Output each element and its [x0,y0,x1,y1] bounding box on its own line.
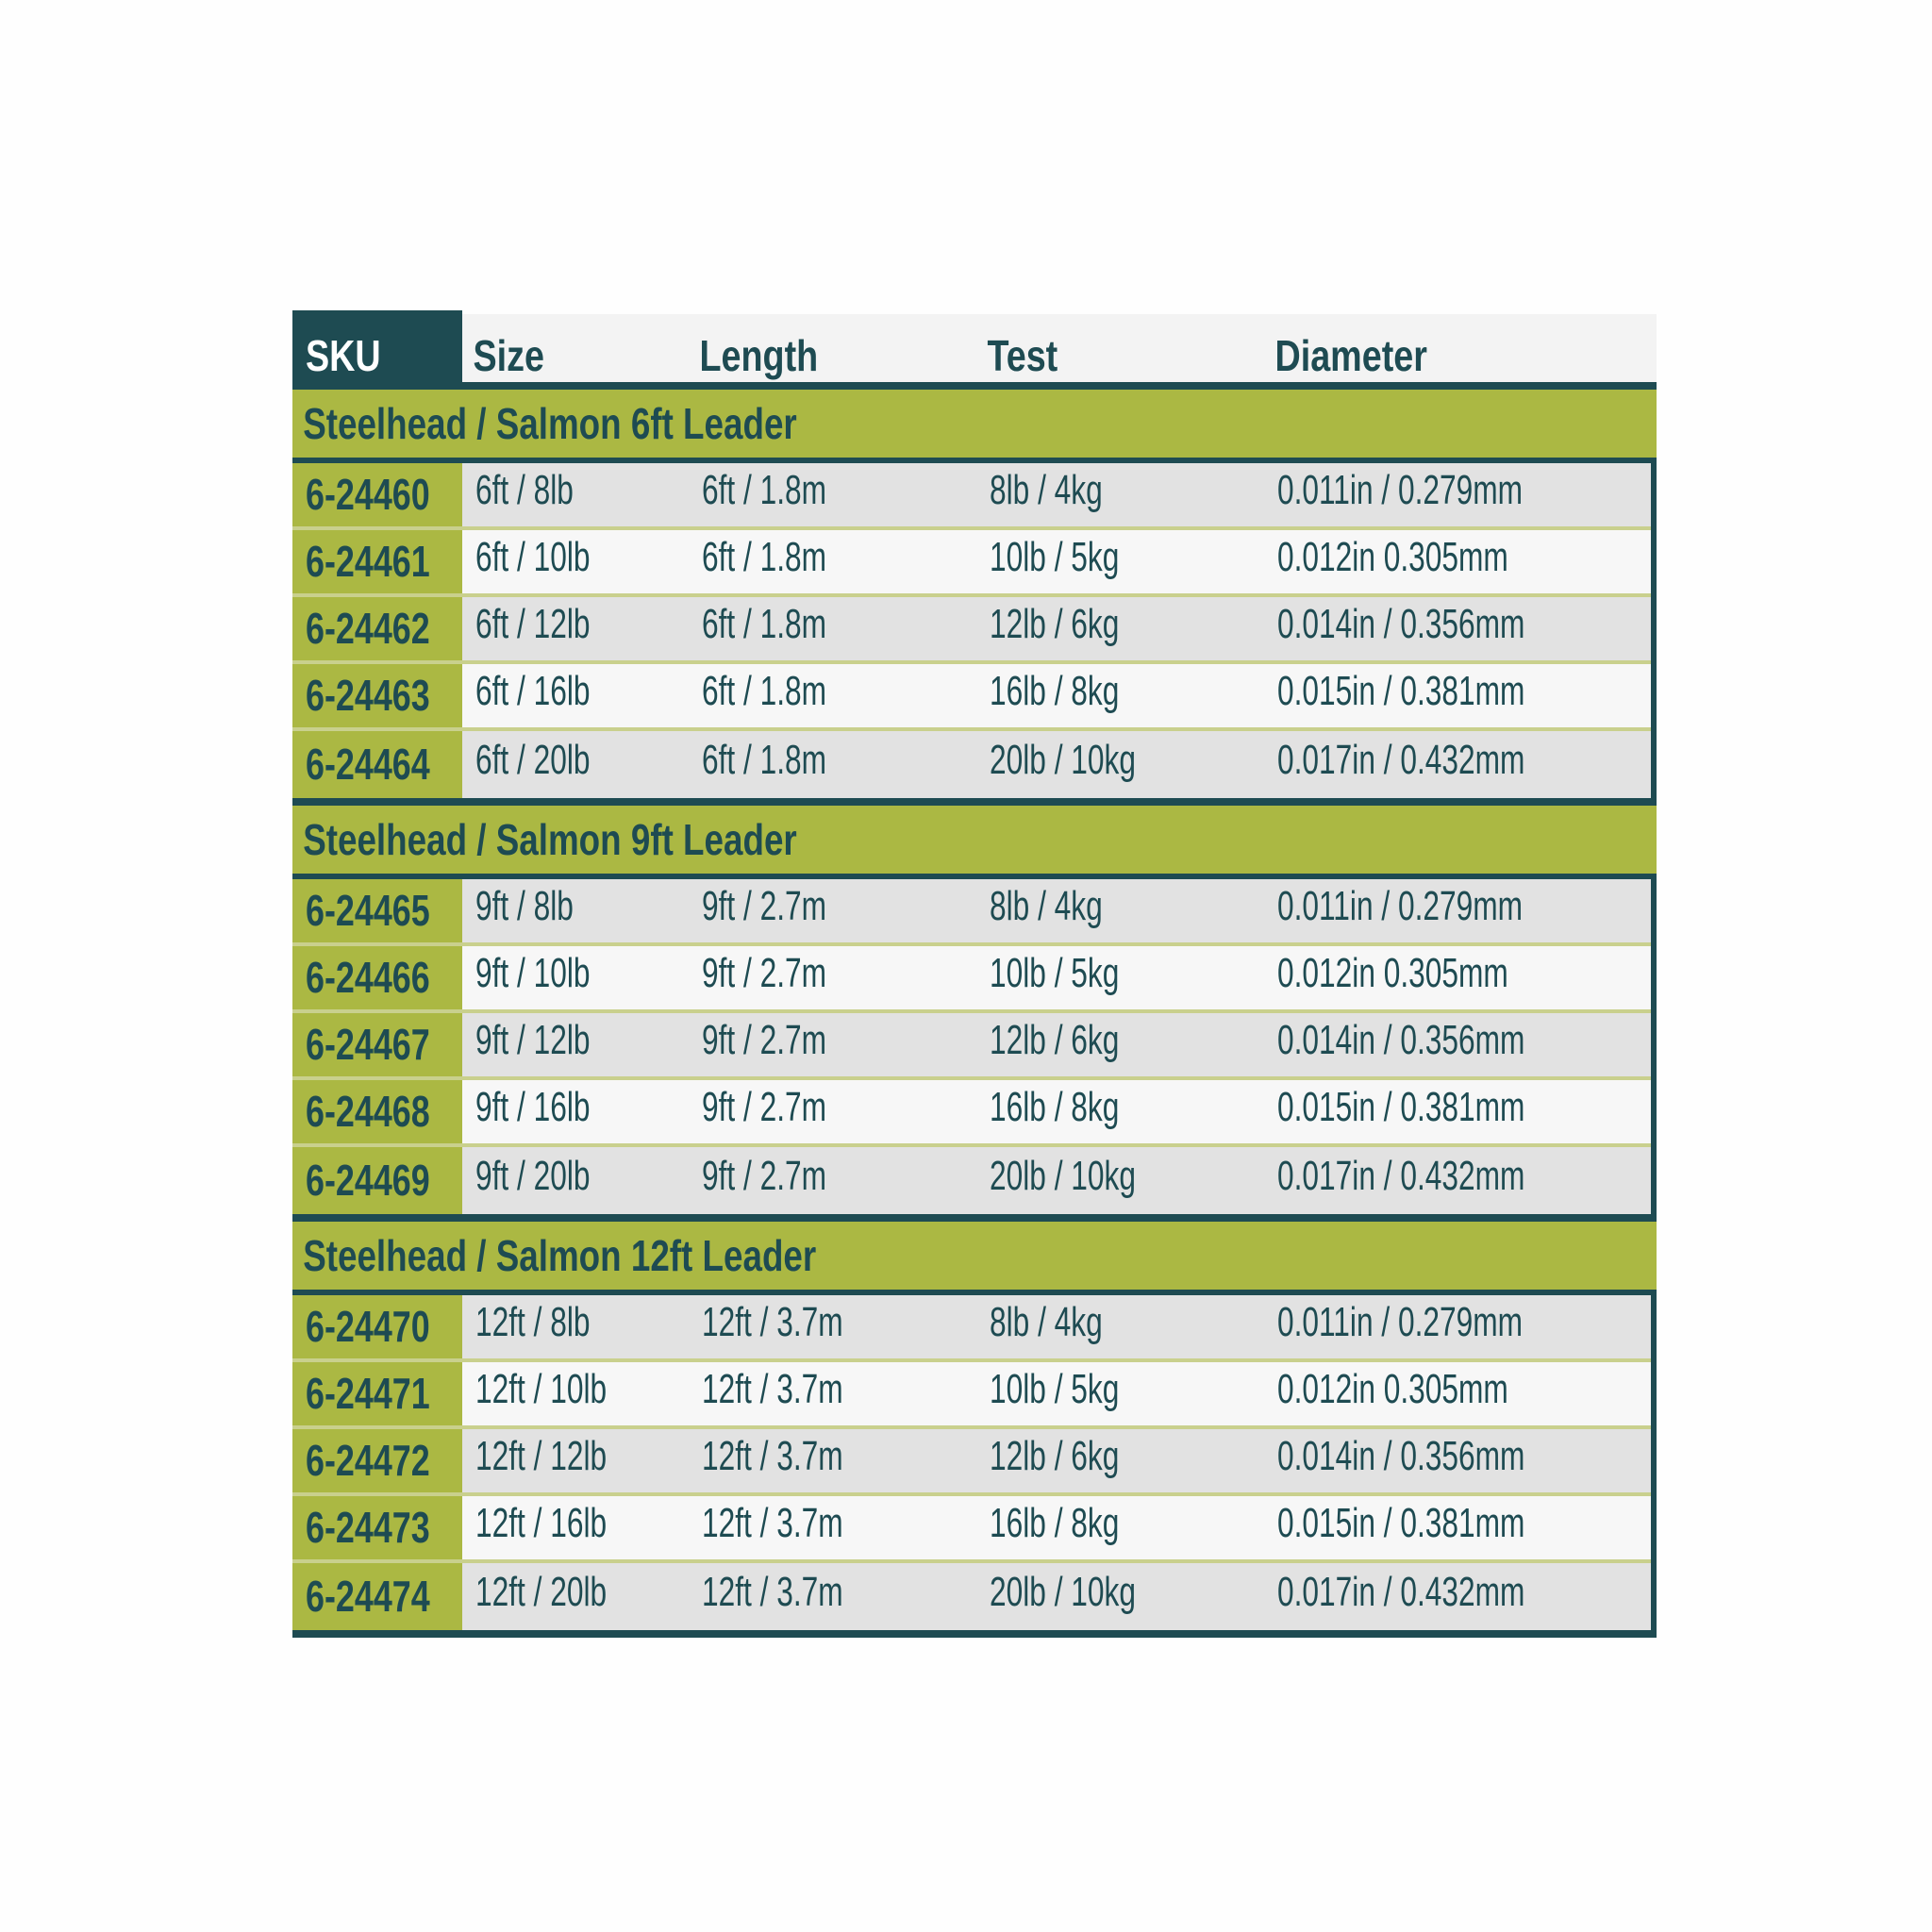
test-cell [976,658,1264,734]
sku-cell-text: 6-24462 [306,604,430,653]
diameter-cell [1264,1490,1651,1566]
length-cell-text: 12ft / 3.7m [702,1433,843,1479]
length-cell-text: 9ft / 2.7m [702,1084,827,1130]
length-cell [689,524,976,600]
test-cell [976,940,1264,1016]
diameter-cell [1264,873,1651,949]
sku-cell [292,463,462,526]
sku-cell [292,597,462,660]
diameter-cell-text: 0.017in / 0.432mm [1277,1569,1525,1615]
length-cell-text: 6ft / 1.8m [702,601,827,647]
table-row [292,1362,1651,1429]
test-cell [976,1074,1264,1150]
header-size: Size [473,331,544,380]
test-cell-text: 16lb / 8kg [990,1500,1120,1546]
length-cell [689,726,976,803]
length-cell-text: 12ft / 3.7m [702,1500,843,1546]
size-cell [462,1142,689,1219]
test-cell [976,726,1264,803]
header-diameter: Diameter [1274,331,1427,380]
test-cell-text: 12lb / 6kg [990,1433,1120,1479]
table-row [292,597,1651,664]
length-cell [689,1490,976,1566]
sku-cell-text: 6-24472 [306,1436,430,1485]
diameter-cell [1264,726,1651,803]
table-row [292,879,1651,946]
sku-cell [292,1496,462,1559]
size-cell [462,1490,689,1566]
size-cell [462,1558,689,1635]
table-body [292,390,1657,1638]
size-cell-text: 6ft / 20lb [475,737,591,783]
sku-cell [292,530,462,593]
diameter-cell [1264,591,1651,667]
size-cell [462,940,689,1016]
table-row [292,463,1651,530]
section-header [292,806,1657,879]
sku-cell-text: 6-24465 [306,886,430,935]
section-header [292,1222,1657,1295]
diameter-cell [1264,658,1651,734]
diameter-cell [1264,1356,1651,1432]
length-cell [689,1423,976,1499]
size-cell-text: 12ft / 12lb [475,1433,608,1479]
sku-cell-text: 6-24466 [306,953,430,1002]
size-cell [462,1423,689,1499]
size-cell-text: 6ft / 10lb [475,534,591,580]
size-cell [462,1356,689,1432]
diameter-cell-text: 0.014in / 0.356mm [1277,1017,1525,1063]
diameter-cell [1264,1289,1651,1365]
sku-cell-text: 6-24461 [306,537,430,586]
length-cell-text: 6ft / 1.8m [702,737,827,783]
sku-cell [292,1362,462,1425]
test-cell-text: 16lb / 8kg [990,1084,1120,1130]
sku-cell-text: 6-24474 [306,1572,430,1621]
test-cell [976,873,1264,949]
table-header-row [292,314,1657,390]
diameter-cell [1264,1142,1651,1219]
test-cell [976,1142,1264,1219]
diameter-cell-text: 0.011in / 0.279mm [1277,883,1524,929]
size-cell-text: 6ft / 16lb [475,668,591,714]
header-test: Test [987,331,1058,380]
length-cell-text: 12ft / 3.7m [702,1299,843,1345]
length-cell [689,1356,976,1432]
size-cell-text: 12ft / 20lb [475,1569,608,1615]
size-cell-text: 9ft / 12lb [475,1017,591,1063]
length-cell-text: 9ft / 2.7m [702,1017,827,1063]
test-cell [976,1356,1264,1432]
table-row [292,731,1651,798]
diameter-cell-text: 0.015in / 0.381mm [1277,668,1525,714]
size-cell [462,1007,689,1083]
size-cell [462,524,689,600]
length-cell [689,1289,976,1365]
test-cell [976,1490,1264,1566]
sku-cell [292,1080,462,1143]
diameter-cell-text: 0.017in / 0.432mm [1277,737,1525,783]
length-cell-text: 9ft / 2.7m [702,883,827,929]
table-row [292,664,1651,731]
table-row [292,1013,1651,1080]
size-cell-text: 6ft / 8lb [475,467,574,513]
sku-cell [292,946,462,1009]
test-cell-text: 10lb / 5kg [990,534,1120,580]
test-cell-text: 20lb / 10kg [990,1569,1137,1615]
test-cell [976,1007,1264,1083]
size-cell [462,591,689,667]
sku-cell [292,731,462,798]
diameter-cell-text: 0.014in / 0.356mm [1277,601,1525,647]
diameter-cell-text: 0.014in / 0.356mm [1277,1433,1525,1479]
table-row [292,1563,1651,1630]
test-cell-text: 10lb / 5kg [990,1366,1120,1412]
length-cell-text: 6ft / 1.8m [702,467,827,513]
sku-cell [292,664,462,727]
size-cell-text: 9ft / 16lb [475,1084,591,1130]
diameter-cell [1264,1007,1651,1083]
length-cell [689,658,976,734]
size-cell-text: 12ft / 10lb [475,1366,608,1412]
section-title: Steelhead / Salmon 12ft Leader [303,1231,817,1280]
diameter-cell-text: 0.012in 0.305mm [1277,950,1508,996]
diameter-cell-text: 0.015in / 0.381mm [1277,1084,1525,1130]
size-cell [462,1074,689,1150]
test-cell [976,1423,1264,1499]
length-cell-text: 12ft / 3.7m [702,1366,843,1412]
table-row [292,1295,1651,1362]
section-rows [292,879,1657,1222]
section-rows [292,1295,1657,1638]
diameter-cell-text: 0.011in / 0.279mm [1277,1299,1524,1345]
table-row [292,530,1651,597]
diameter-cell [1264,940,1651,1016]
section-rows [292,463,1657,806]
test-cell-text: 12lb / 6kg [990,601,1120,647]
length-cell-text: 6ft / 1.8m [702,668,827,714]
test-cell [976,1558,1264,1635]
length-cell [689,1558,976,1635]
test-cell-text: 8lb / 4kg [990,883,1103,929]
header-length: Length [699,331,819,380]
diameter-cell-text: 0.011in / 0.279mm [1277,467,1524,513]
length-cell [689,1142,976,1219]
table-row [292,1080,1651,1147]
sku-cell-text: 6-24467 [306,1020,430,1069]
length-cell-text: 12ft / 3.7m [702,1569,843,1615]
diameter-cell [1264,1074,1651,1150]
test-cell-text: 16lb / 8kg [990,668,1120,714]
leader-spec-table [292,314,1657,1638]
length-cell [689,591,976,667]
sku-cell-text: 6-24471 [306,1369,430,1418]
size-cell-text: 12ft / 16lb [475,1500,608,1546]
length-cell-text: 9ft / 2.7m [702,1153,827,1199]
sku-cell-text: 6-24463 [306,671,430,720]
test-cell [976,1289,1264,1365]
length-cell [689,1074,976,1150]
length-cell [689,457,976,533]
size-cell-text: 6ft / 12lb [475,601,591,647]
size-cell-text: 12ft / 8lb [475,1299,591,1345]
diameter-cell [1264,524,1651,600]
diameter-cell-text: 0.017in / 0.432mm [1277,1153,1525,1199]
size-cell [462,658,689,734]
section-header [292,390,1657,463]
sku-cell-text: 6-24468 [306,1087,430,1136]
test-cell-text: 10lb / 5kg [990,950,1120,996]
diameter-cell-text: 0.015in / 0.381mm [1277,1500,1525,1546]
table-row [292,946,1651,1013]
test-cell [976,591,1264,667]
test-cell-text: 12lb / 6kg [990,1017,1120,1063]
sku-cell [292,879,462,942]
length-cell [689,940,976,1016]
sku-cell-text: 6-24464 [306,740,430,789]
sku-cell-text: 6-24473 [306,1503,430,1552]
size-cell [462,726,689,803]
sku-cell [292,1295,462,1358]
diameter-cell-text: 0.012in 0.305mm [1277,534,1508,580]
test-cell-text: 20lb / 10kg [990,1153,1137,1199]
table-row [292,1147,1651,1214]
test-cell-text: 20lb / 10kg [990,737,1137,783]
diameter-cell [1264,1423,1651,1499]
test-cell [976,524,1264,600]
diameter-cell [1264,1558,1651,1635]
length-cell-text: 6ft / 1.8m [702,534,827,580]
size-cell [462,873,689,949]
size-cell [462,1289,689,1365]
sku-cell [292,1013,462,1076]
length-cell [689,873,976,949]
size-cell-text: 9ft / 8lb [475,883,574,929]
length-cell-text: 9ft / 2.7m [702,950,827,996]
diameter-cell-text: 0.012in 0.305mm [1277,1366,1508,1412]
test-cell [976,457,1264,533]
table-row [292,1429,1651,1496]
test-cell-text: 8lb / 4kg [990,1299,1103,1345]
section-title: Steelhead / Salmon 9ft Leader [303,815,797,864]
header-sku: SKU [292,310,462,386]
size-cell [462,457,689,533]
sku-cell-text: 6-24470 [306,1302,430,1351]
section-title: Steelhead / Salmon 6ft Leader [303,399,797,448]
sku-cell-text: 6-24460 [306,470,430,519]
sku-cell [292,1563,462,1630]
length-cell [689,1007,976,1083]
size-cell-text: 9ft / 20lb [475,1153,591,1199]
size-cell-text: 9ft / 10lb [475,950,591,996]
sku-cell-text: 6-24469 [306,1156,430,1205]
diameter-cell [1264,457,1651,533]
table-row [292,1496,1651,1563]
sku-cell [292,1429,462,1492]
sku-cell [292,1147,462,1214]
test-cell-text: 8lb / 4kg [990,467,1103,513]
